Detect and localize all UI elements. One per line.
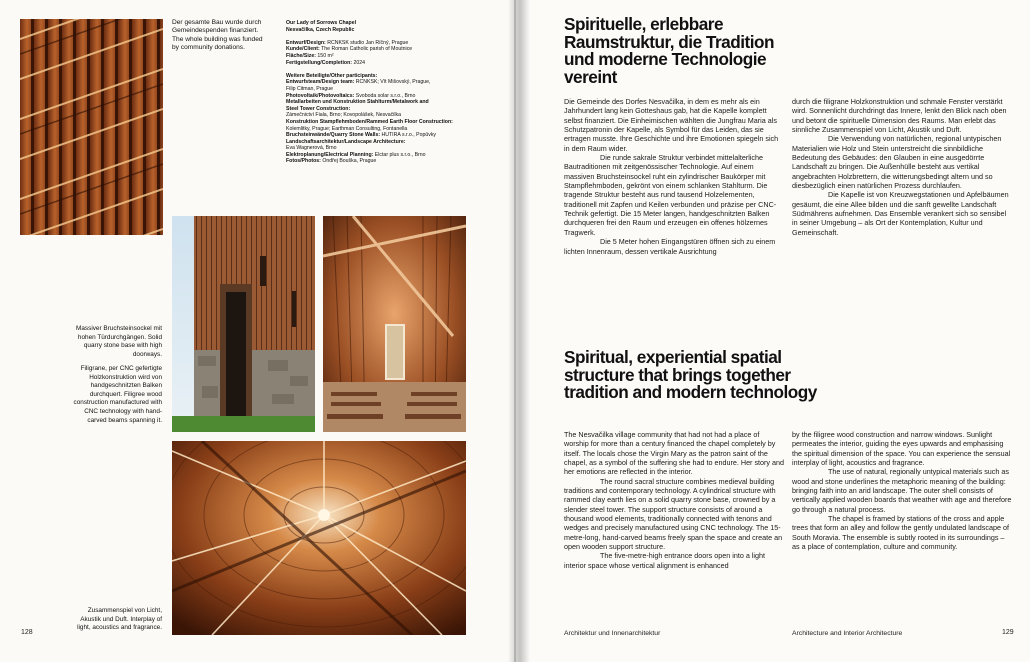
credit-line bbox=[286, 53, 486, 60]
credit-line bbox=[286, 40, 486, 47]
credit-label: Elektroplanung/Electrical Planning: bbox=[286, 151, 374, 158]
credit-label: Landschaftsarchitektur/Landscape Architecture: bbox=[286, 138, 406, 145]
credit-line bbox=[286, 66, 486, 73]
credit-line bbox=[286, 158, 486, 165]
right-page bbox=[516, 0, 1030, 662]
body-paragraph: by the filigree wood construction and narrow windows. Sunlight permeates the interior, guiding the eyes upwards and emphasising the spiritual dimension of the space. You can experience the sensual interplay of light, acoustics and fragrance. bbox=[792, 430, 1011, 468]
credit-value: Svoboda solar s.r.o., Brno bbox=[354, 92, 416, 99]
credit-label: Entwurfsteam/Design team: bbox=[286, 79, 355, 86]
credit-value: Ondřej Bouška, Prague bbox=[320, 158, 377, 165]
credit-line bbox=[286, 20, 486, 27]
ceiling-beams-image bbox=[172, 441, 466, 635]
credit-line bbox=[286, 79, 486, 86]
credit-value: The Roman Catholic parish of Moutnice bbox=[319, 46, 413, 53]
credit-line bbox=[286, 132, 486, 139]
credit-line bbox=[286, 106, 486, 113]
credit-value: Eva Wagnerová, Brno bbox=[286, 145, 337, 152]
left-page bbox=[0, 0, 514, 662]
photo-ceiling-beams bbox=[172, 441, 466, 635]
credit-line bbox=[286, 46, 486, 53]
credit-value: 150 m² bbox=[315, 52, 334, 59]
project-credits bbox=[286, 20, 486, 165]
body-paragraph: Die runde sakrale Struktur verbindet mittelalterliche Bautraditionen mit zeitgenössischer Technologie. Auf einem massiven Bruchsteinsockel ruht ein zylindrischer Baukörper mit Stampflehmboden, gekrönt von einem schlanken Stahlturm. Die tragende Struktur besteht aus rund tausend Holzelementen, traditionell mit Zapfen und Keilen verbunden und präzise per CNC-Technik gefertigt. Die 15 Meter langen, handgeschnitzten Balken durchqueren frei den Raum und erzeugen ein offenes hölzernes Tragwerk. bbox=[564, 153, 777, 237]
credit-line bbox=[286, 86, 486, 93]
body-paragraph: The chapel is framed by stations of the cross and apple trees that form an alley and follow the gently undulated landscape of South Moravia. The ensemble is subtly rooted in its surroundings – as a place of contemplation, culture and community. bbox=[792, 514, 1009, 552]
credit-value: Elctar plus s.r.o., Brno bbox=[373, 151, 426, 158]
footer-section-german: Architektur und Innenarchitektur bbox=[564, 630, 661, 637]
german-column-2 bbox=[792, 97, 1012, 237]
credit-value: RCNKSK studio Jan Říčný, Prague bbox=[325, 39, 409, 46]
credit-label: Bruchsteinwände/Quarry Stone Walls: bbox=[286, 132, 381, 139]
intro-caption: Der gesamte Bau wurde durch Gemeindespenden finanziert. The whole building was funded by community donations. bbox=[172, 19, 263, 52]
german-column-1 bbox=[564, 97, 784, 256]
credit-line bbox=[286, 145, 486, 152]
page-number-left: 128 bbox=[21, 629, 33, 636]
credit-label: Entwurf/Design: bbox=[286, 39, 326, 46]
credit-label: Our Lady of Sorrows Chapel bbox=[286, 20, 357, 26]
facade-detail-image bbox=[20, 19, 163, 235]
body-paragraph: The use of natural, regionally untypical materials such as wood and stone underlines the metaphoric meaning of the building: bringing faith into an arid landscape. The outer shell consists of vertically applied wooden boards that weather with age and therefore go through a natural process. bbox=[792, 467, 1012, 514]
body-paragraph: durch die filigrane Holzkonstruktion und schmale Fenster verstärkt wird. Sonnenlicht durchdringt das Innere, lenkt den Blick nach oben und betont die spirituelle Dimension des Raums. Man erlebt das sinnliche Zusammenspiel von Licht, Akustik und Duft. bbox=[792, 97, 1007, 135]
credit-label: Fläche/Size: bbox=[286, 52, 316, 59]
credit-line bbox=[286, 152, 486, 159]
credit-label: Metallarbeiten und Konstruktion Stahlturm/Metalwork and bbox=[286, 99, 429, 106]
credit-line bbox=[286, 60, 486, 67]
credit-line bbox=[286, 27, 486, 34]
credit-label: Konstruktion Stampflehmboden/Rammed Earth Floor Construction: bbox=[286, 118, 453, 125]
credit-line bbox=[286, 112, 486, 119]
photo-tower-exterior bbox=[172, 216, 315, 432]
photo-facade-detail bbox=[20, 19, 163, 235]
credit-value: HUTIRA s.r.o., Popůvky bbox=[380, 132, 437, 139]
body-paragraph: Die Kapelle ist von Kreuzwegstationen und Apfelbäumen gesäumt, die eine Allee bilden und die sanft gewellte Landschaft Südmährens aufnehmen. Das Ensemble verankert sich so sensibel in seiner Umgebung – als Ort der Kontemplation, Kultur und Gemeinschaft. bbox=[792, 190, 1009, 237]
credit-line bbox=[286, 93, 486, 100]
body-paragraph: Die Gemeinde des Dorfes Nesvačilka, in dem es mehr als ein Jahrhundert lang kein Gotteshaus gab, hat die Kapelle komplett selbst finanziert. Die Einheimischen wählten die Jungfrau Maria als Schutzpatronin der Kapelle, als Symbol für das Leiden, das sie ertragen musste. Ihre Geschichte und ihre Emotionen spiegeln sich in dem Raum wider. bbox=[564, 97, 779, 153]
footer-section-english: Architecture and Interior Architecture bbox=[792, 630, 903, 637]
body-paragraph: The round sacral structure combines medieval building traditions and contemporary technology. A cylindrical structure with rammed clay earth lies on a solid quarry stone base, crowned by a slender steel tower. The support structure consists of around a thousand wood elements, traditionally connected with tenons and wedges and precisely manufactured using CNC technology. The 15-metre-long, hand-carved beams freely span the space and create an open wooden support structure. bbox=[564, 476, 783, 552]
body-paragraph: Die Verwendung von natürlichen, regional untypischen Materialien wie Holz und Stein unterstreicht die sinnbildliche Bedeutung des Gebäudes: den Glauben in eine ausgedörrte Landschaft zu bringen. Die Außenhülle besteht aus vertikal angebrachten Holzbrettern, die witterungsbedingt altern und so diesbezüglich einen natürlichen Prozess durchlaufen. bbox=[792, 134, 1002, 191]
credit-value: Zámečnictví Fiala, Brno; Kovopolášek, Nesvačilka bbox=[286, 112, 402, 119]
credit-label: Kunde/Client: bbox=[286, 46, 320, 53]
credit-value: RCNKSK; Vít Mišovský, Prague, bbox=[354, 79, 431, 86]
english-column-1 bbox=[564, 430, 784, 570]
credit-label: Fotos/Photos: bbox=[286, 158, 321, 165]
credit-label: Fertigstellung/Completion: bbox=[286, 59, 352, 66]
credit-value: Filip Citman, Prague bbox=[286, 85, 333, 92]
credit-value: Kolemlitky, Prague; Earthman Consulting, Fontanella bbox=[286, 125, 408, 132]
page-number-right: 129 bbox=[1002, 629, 1014, 636]
interior-view-image bbox=[323, 216, 466, 432]
heading-german: Spirituelle, erlebbare Raumstruktur, die Tradition und moderne Technologie vereint bbox=[564, 14, 774, 87]
photo-interior-view bbox=[323, 216, 466, 432]
credit-line bbox=[286, 73, 486, 80]
heading-english: Spiritual, experiential spatial structure that brings together tradition and modern technology bbox=[564, 347, 817, 403]
credit-label: Nesvačilka, Czech Republic bbox=[286, 26, 355, 33]
credit-line bbox=[286, 33, 486, 40]
credit-line bbox=[286, 139, 486, 146]
english-column-2 bbox=[792, 430, 1012, 551]
tower-exterior-image bbox=[172, 216, 315, 432]
body-paragraph: The five-metre-high entrance doors open into a light interior space whose vertical alignment is enhanced bbox=[564, 551, 766, 570]
credit-label: Photovoltaik/Photovoltaics: bbox=[286, 92, 355, 99]
credit-label: Steel Tower Construction: bbox=[286, 105, 351, 112]
body-paragraph: Die 5 Meter hohen Eingangstüren öffnen sich zu einem lichten Innenraum, dessen vertikale Ausrichtung bbox=[564, 237, 776, 256]
body-paragraph: The Nesvačilka village community that had not had a place of worship for more than a century financed the chapel completely by itself. The locals chose the Virgin Mary as the patron saint of the chapel, as a symbol of the suffering she had to endure. Her story and her emotions are reflected in the interior. bbox=[564, 430, 785, 477]
credit-line bbox=[286, 126, 486, 133]
caption-light-acoustics: Zusammenspiel von Licht, Akustik und Duft. Interplay of light, acoustics and fragrance. bbox=[77, 607, 162, 632]
caption-stone-base: Massiver Bruchsteinsockel mit hohen Türdurchgängen. Solid quarry stone base with high doorways. bbox=[76, 325, 162, 358]
credit-value: 2024 bbox=[352, 59, 365, 66]
credit-line bbox=[286, 119, 486, 126]
credit-label: Weitere Beteiligte/Other participants: bbox=[286, 72, 378, 79]
caption-filigree-wood: Filigrane, per CNC gefertigte Holzkonstruktion wird von handgeschnitzten Balken durchquert. Filigree wood construction manufactured with CNC technology with hand-carved beams spanning it. bbox=[73, 365, 162, 424]
credit-line bbox=[286, 99, 486, 106]
